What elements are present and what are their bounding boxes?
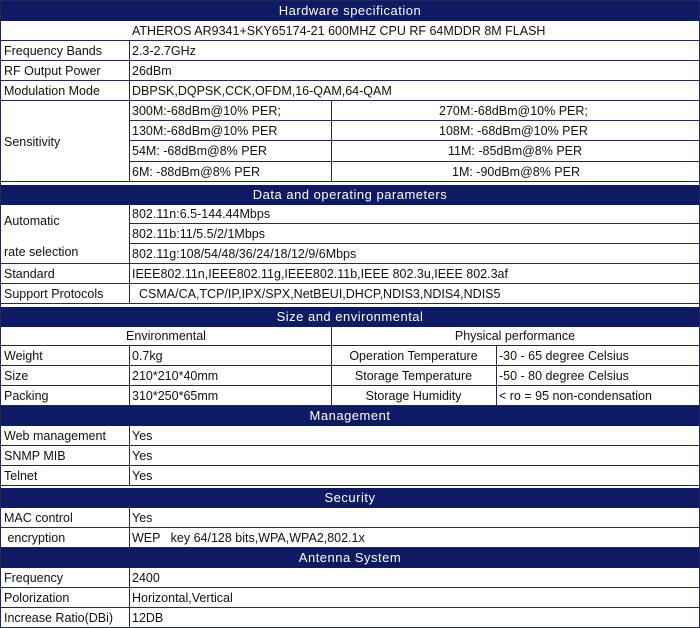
weight-label: Weight (4, 348, 43, 363)
encryption-value: WEP key 64/128 bits,WPA,WPA2,802.1x (132, 530, 365, 545)
column-divider (331, 327, 332, 406)
snmp-value: Yes (132, 448, 153, 463)
section-header-hardware: Hardware specification (1, 1, 699, 21)
sensitivity-row (129, 121, 699, 141)
rate-row (129, 224, 699, 244)
storage-humidity-label: Storage Humidity (365, 388, 462, 403)
weight-row (1, 346, 699, 366)
column-divider (129, 41, 130, 182)
environmental-header: Environmental (126, 329, 206, 343)
size-value: 210*210*40mm (132, 368, 219, 383)
polarization-label: Polorization (4, 590, 70, 605)
column-divider (496, 346, 497, 406)
telnet-label: Telnet (4, 468, 38, 483)
rf-output-row (1, 61, 699, 81)
protocols-row (1, 284, 699, 304)
column-divider (129, 426, 130, 486)
operation-temperature-value: -30 - 65 degree Celsius (499, 348, 629, 363)
increase-ratio-row (1, 608, 699, 627)
rate-row (129, 205, 699, 224)
rate-value: 802.11g:108/54/48/36/24/18/12/9/6Mbps (132, 246, 357, 261)
web-management-label: Web management (4, 428, 106, 443)
rate-value: 802.11n:6.5-144.44Mbps (132, 207, 271, 221)
section-header-data: Data and operating parameters (1, 185, 699, 205)
mac-control-value: Yes (132, 510, 153, 525)
sensitivity-right-value: 108M: -68dBm@10% PER (439, 123, 588, 138)
modulation-row (1, 81, 699, 101)
polarization-value: Horizontal,Vertical (132, 590, 233, 605)
size-label: Size (4, 368, 29, 383)
rf-output-label: RF Output Power (4, 63, 101, 78)
telnet-value: Yes (132, 468, 153, 483)
protocols-value: CSMA/CA,TCP/IP,IPX/SPX,NetBEUI,DHCP,NDIS3,NDIS4,NDIS5 (139, 286, 501, 301)
operation-temperature-label: Operation Temperature (349, 348, 478, 363)
web-management-value: Yes (132, 428, 153, 443)
rate-row (1, 244, 699, 264)
sensitivity-right-value: 270M:-68dBm@10% PER; (439, 103, 588, 118)
column-divider (331, 101, 332, 182)
storage-temperature-label: Storage Temperature (354, 368, 473, 383)
packing-label: Packing (4, 388, 49, 403)
sensitivity-right-value: 1M: -90dBm@8% PER (452, 164, 581, 179)
modulation-value: DBPSK,DQPSK,CCK,OFDM,16-QAM,64-QAM (132, 83, 392, 98)
section-header-antenna: Antenna System (1, 548, 699, 568)
chipset-value: ATHEROS AR9341+SKY65174-21 600MHZ CPU RF 64MDDR 8M FLASH (132, 23, 546, 38)
web-management-row (1, 426, 699, 446)
sensitivity-left-value: 6M: -88dBm@8% PER (132, 164, 261, 179)
packing-row (1, 386, 699, 406)
rf-output-value: 26dBm (132, 63, 172, 78)
antenna-frequency-value: 2400 (132, 570, 160, 585)
increase-ratio-value: 12DB (132, 610, 164, 625)
antenna-frequency-row (1, 568, 699, 588)
section-header-size: Size and environmental (1, 307, 699, 327)
sensitivity-left-value: 300M:-68dBm@10% PER; (132, 103, 281, 118)
modulation-label: Modulation Mode (4, 83, 100, 98)
column-divider (129, 508, 130, 548)
standard-row (1, 264, 699, 284)
mac-control-row (1, 508, 699, 528)
encryption-label: encryption (4, 530, 66, 545)
column-divider (129, 205, 130, 304)
section-header-management: Management (1, 406, 699, 426)
sensitivity-left-value: 130M:-68dBm@10% PER (132, 123, 278, 138)
column-divider (129, 346, 130, 406)
protocols-label: Support Protocols (4, 286, 104, 301)
polarization-row (1, 588, 699, 608)
frequency-bands-label: Frequency Bands (4, 43, 102, 58)
sensitivity-left-value: 54M: -68dBm@8% PER (132, 144, 267, 158)
antenna-frequency-label: Frequency (4, 570, 64, 585)
column-divider (129, 568, 130, 627)
rate-selection-label-1: Automatic (4, 214, 60, 228)
standard-value: IEEE802.11n,IEEE802.11g,IEEE802.11b,IEEE 802.3u,IEEE 802.3af (132, 266, 508, 281)
storage-humidity-value: < ro = 95 non-condensation (499, 388, 652, 403)
snmp-label: SNMP MIB (4, 448, 66, 463)
sensitivity-row (129, 101, 699, 121)
env-header-row (1, 327, 699, 346)
section-header-security: Security (1, 488, 699, 508)
encryption-row (1, 528, 699, 548)
sensitivity-row (129, 162, 699, 182)
sensitivity-label: Sensitivity (4, 134, 61, 149)
size-row (1, 366, 699, 386)
rate-value: 802.11b:11/5.5/2/1Mbps (132, 226, 265, 241)
physical-performance-header: Physical performance (454, 329, 576, 343)
increase-ratio-label: Increase Ratio(DBi) (4, 610, 114, 625)
telnet-row (1, 466, 699, 486)
weight-value: 0.7kg (132, 348, 163, 363)
storage-temperature-value: -50 - 80 degree Celsius (499, 368, 629, 383)
sensitivity-right-value: 11M: -85dBm@8% PER (448, 144, 583, 158)
sensitivity-row (129, 141, 699, 162)
chipset-row (1, 21, 699, 41)
snmp-row (1, 446, 699, 466)
packing-value: 310*250*65mm (132, 388, 219, 403)
divider (1, 181, 699, 182)
frequency-bands-row (1, 41, 699, 61)
mac-control-label: MAC control (4, 510, 73, 525)
rate-selection-label-2: rate selection (4, 245, 79, 259)
standard-label: Standard (4, 266, 55, 281)
frequency-bands-value: 2.3-2.7GHz (132, 43, 196, 58)
